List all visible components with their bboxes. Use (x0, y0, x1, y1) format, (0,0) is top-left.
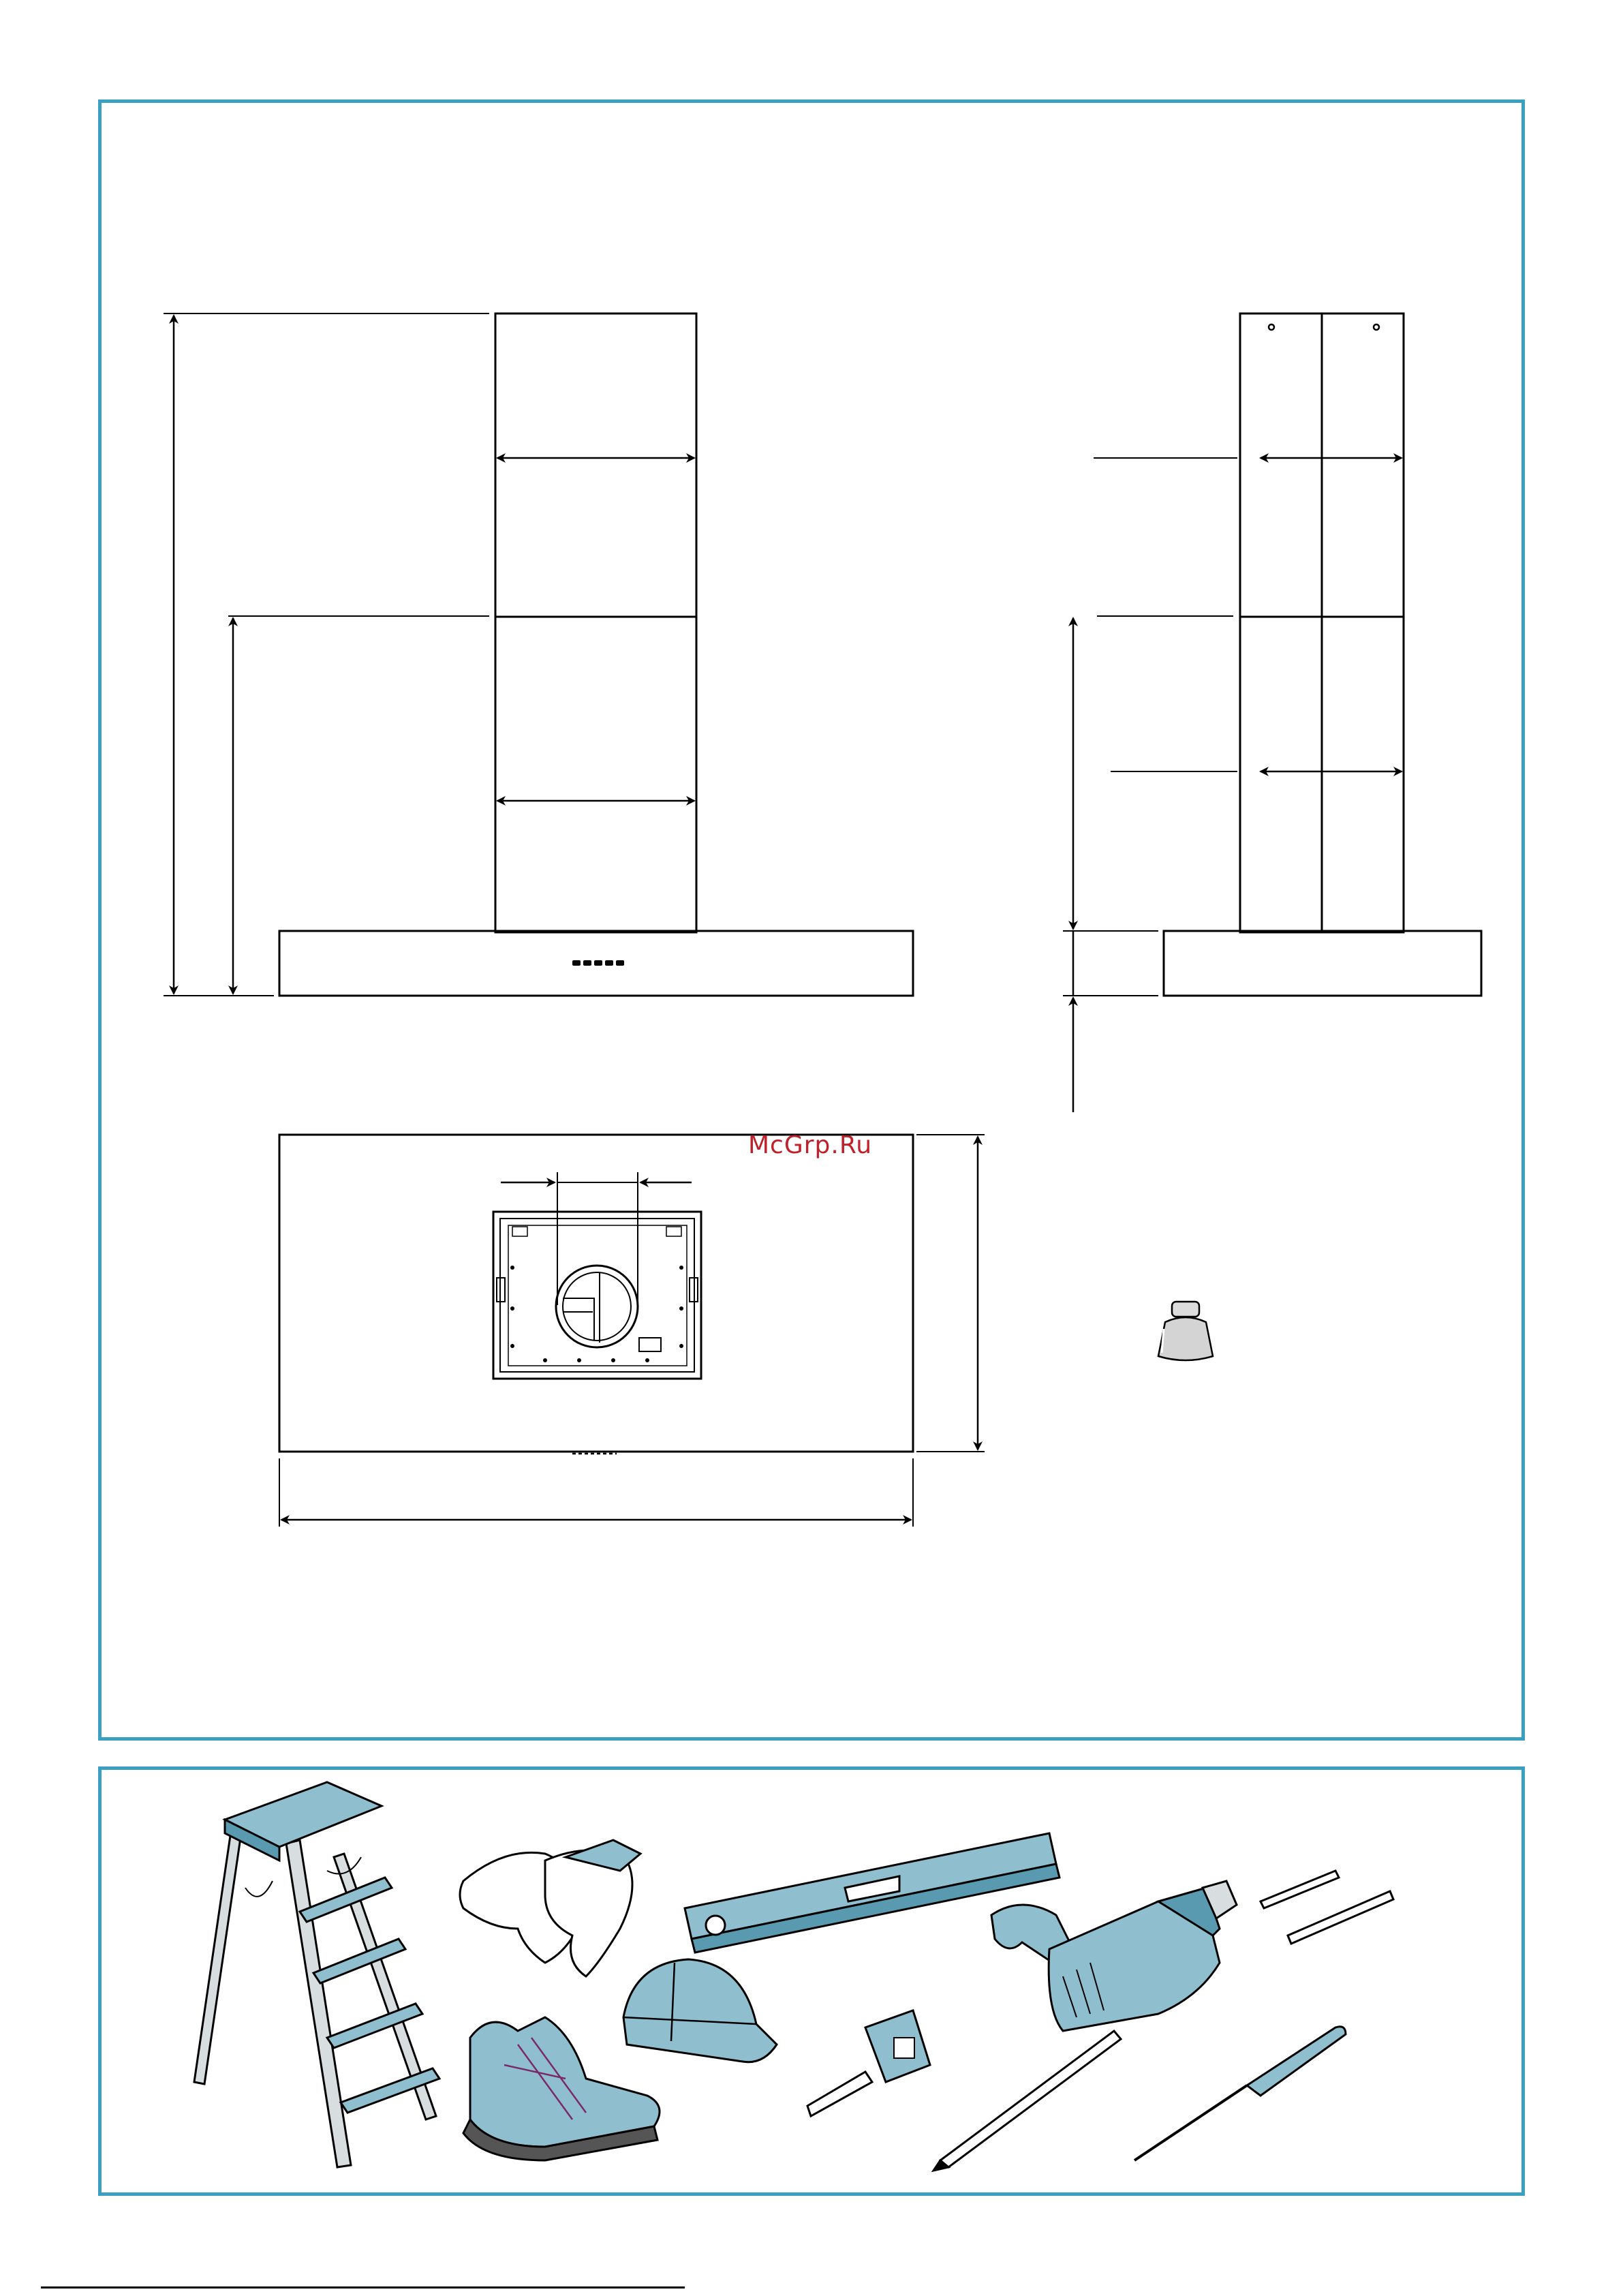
control-panel-buttons (572, 960, 624, 966)
lower-chimney-front (495, 617, 696, 932)
upper-chimney-front (495, 313, 696, 617)
screwdriver-icon (1134, 2027, 1346, 2160)
pencil-icon (933, 2031, 1121, 2171)
side-view (1063, 313, 1481, 1112)
hard-hat-icon (623, 1959, 777, 2062)
weight-icon (1158, 1302, 1213, 1360)
drill-bits-icon (1261, 1871, 1393, 1944)
front-view (164, 313, 913, 996)
tools-illustration (194, 1782, 1393, 2171)
watermark-text: McGrp.Ru (748, 1131, 873, 1159)
stepladder-icon (194, 1782, 439, 2167)
work-gloves-icon (460, 1840, 640, 1976)
power-drill-icon (991, 1881, 1237, 2031)
air-outlet-circle (556, 1266, 638, 1347)
tape-measure-icon (807, 2010, 930, 2116)
hood-canopy-side (1164, 931, 1481, 996)
top-view (279, 1135, 985, 1527)
footer-rule (41, 2286, 685, 2289)
